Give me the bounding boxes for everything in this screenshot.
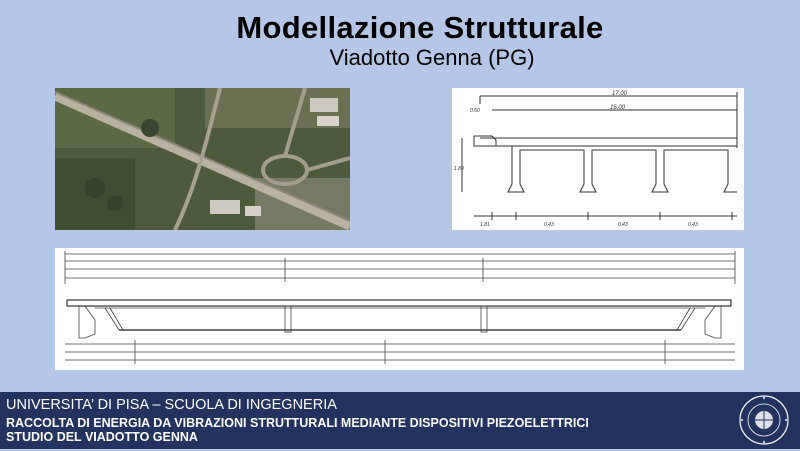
slide-subtitle: Viadotto Genna (PG)	[329, 45, 535, 70]
dim-bottom-1: 1.81	[480, 222, 490, 228]
cross-section-drawing	[452, 88, 744, 230]
slide-title: Modellazione Strutturale	[236, 10, 604, 45]
dim-overall-width: 17.00	[612, 91, 628, 97]
dim-bottom-2: 0.43	[544, 222, 554, 228]
dim-height: 1.80	[454, 166, 464, 172]
dim-deck-width: 16.00	[610, 105, 626, 111]
footer-study: STUDIO DEL VIADOTTO GENNA	[6, 430, 198, 444]
footer-thesis-title: RACCOLTA DI ENERGIA DA VIBRAZIONI STRUTTURALI MEDIANTE DISPOSITIVI PIEZOELETTRICI	[6, 416, 589, 430]
dim-cantilever: 0.50	[470, 108, 480, 114]
longitudinal-drawing	[55, 248, 744, 370]
dim-bottom-4: 0.43	[688, 222, 698, 228]
aerial-photo	[55, 88, 350, 230]
university-seal-icon	[738, 394, 790, 446]
footer-university: UNIVERSITA’ DI PISA – SCUOLA DI INGEGNERIA	[6, 397, 337, 413]
footer-bar	[0, 392, 800, 449]
dim-bottom-3: 0.43	[618, 222, 628, 228]
